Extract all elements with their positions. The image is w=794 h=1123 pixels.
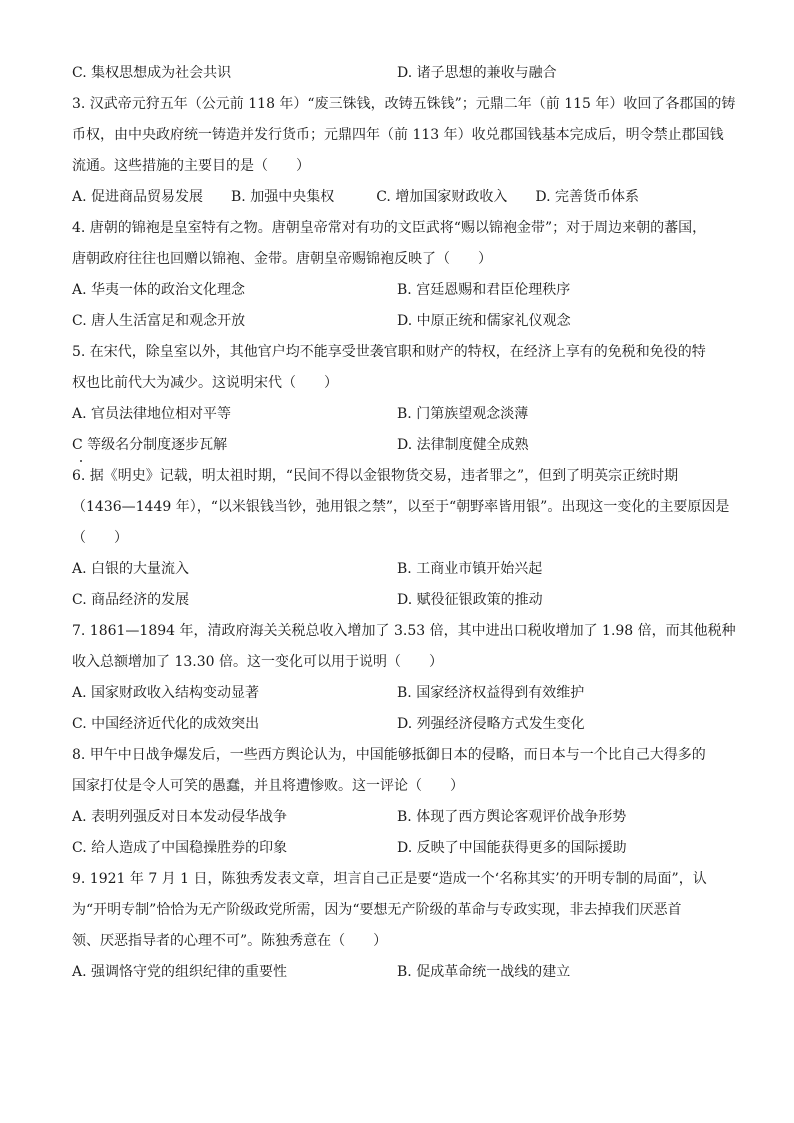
q5-option-b: B. 门第族望观念淡薄 xyxy=(397,406,529,422)
q7-option-b: B. 国家经济权益得到有效维护 xyxy=(397,685,585,701)
q8-stem-line-2: 国家打仗是令人可笑的愚蠢，并且将遭惨败。这一评论（ ） xyxy=(72,778,464,794)
q5-option-c: C 等级名分制度逐步瓦解 xyxy=(72,437,228,453)
q7-options-row-2 xyxy=(72,709,724,740)
q9-options-row-1 xyxy=(72,957,724,988)
q7-stem-line-1: 7. 1861—1894 年，清政府海关关税总收入增加了 3.53 倍，其中进出口税收增加了 1.98 倍，而其他税种 xyxy=(72,623,736,639)
q2-option-c: C. 集权思想成为社会共识 xyxy=(72,65,232,81)
q5-option-d: D. 法律制度健全成熟 xyxy=(397,437,529,453)
q5-stem-line-2: 权也比前代大为减少。这说明宋代（ ） xyxy=(72,375,338,391)
q3-option-d: D. 完善货币体系 xyxy=(535,189,639,205)
q6-stem-line-2: （1436—1449 年），“以米银钱当钞，弛用银之禁”，以至于“朝野率皆用银”。出现这一变化的主要原因是 xyxy=(72,499,730,515)
question-3 xyxy=(72,89,736,213)
q8-options-row-2 xyxy=(72,833,724,864)
q4-stem-line-2: 唐朝政府往往也回赠以锦袍、金带。唐朝皇帝赐锦袍反映了（ ） xyxy=(72,251,492,267)
q2-options-row-2 xyxy=(72,58,724,89)
q4-stem-line-1: 4. 唐朝的锦袍是皇室特有之物。唐朝皇帝常对有功的文臣武将“赐以锦袍金带”；对于周边来朝的蕃国， xyxy=(72,220,707,236)
q6-option-a: A. 白银的大量流入 xyxy=(72,561,190,577)
q2-option-d: D. 诸子思想的兼收与融合 xyxy=(397,65,557,81)
q6-stem-line-1: 6. 据《明史》记载，明太祖时期，“民间不得以金银物货交易，违者罪之”，但到了明英宗正统时期 xyxy=(72,468,679,484)
q4-options-row-1 xyxy=(72,275,724,306)
q9-stem-line-1: 9. 1921 年 7 月 1 日，陈独秀发表文章，坦言自己正是要“造成一个‘名称其实’的开明专制的局面”，认 xyxy=(72,871,707,887)
q8-options-row-1 xyxy=(72,802,724,833)
q5-options-row-2 xyxy=(72,430,724,461)
question-9 xyxy=(72,864,724,988)
q8-option-a: A. 表明列强反对日本发动侵华战争 xyxy=(72,809,288,825)
q7-option-c: C. 中国经济近代化的成效突出 xyxy=(72,716,260,732)
q4-option-d: D. 中原正统和儒家礼仪观念 xyxy=(397,313,571,329)
q6-option-c: C. 商品经济的发展 xyxy=(72,592,190,608)
q3-option-b: B. 加强中央集权 xyxy=(231,189,335,205)
q3-stem-line-3: 流通。这些措施的主要目的是（ ） xyxy=(72,158,310,174)
exam-page xyxy=(72,58,736,988)
q9-option-a: A. 强调恪守党的组织纪律的重要性 xyxy=(72,964,288,980)
q8-option-c: C. 给人造成了中国稳操胜券的印象 xyxy=(72,840,288,856)
q3-stem-line-2: 币权，由中央政府统一铸造并发行货币；元鼎四年（前 113 年）收兑郡国钱基本完成后，明令禁止郡国钱 xyxy=(72,127,724,143)
q8-stem-line-1: 8. 甲午中日战争爆发后，一些西方舆论认为，中国能够抵御日本的侵略，而日本与一个比自己大得多的 xyxy=(72,747,706,763)
q9-option-b: B. 促成革命统一战线的建立 xyxy=(397,964,571,980)
question-6 xyxy=(72,461,730,616)
q7-option-d: D. 列强经济侵略方式发生变化 xyxy=(397,716,585,732)
question-8 xyxy=(72,740,724,864)
q6-stem-line-3: （ ） xyxy=(72,530,128,546)
q6-options-row-1 xyxy=(72,554,724,585)
q9-stem-line-3: 领、厌恶指导者的心理不可”。陈独秀意在（ ） xyxy=(72,933,388,949)
q4-option-c: C. 唐人生活富足和观念开放 xyxy=(72,313,246,329)
q6-options-row-2 xyxy=(72,585,724,616)
q3-option-a: A. 促进商品贸易发展 xyxy=(72,189,204,205)
q7-options-row-1 xyxy=(72,678,724,709)
q9-stem-line-2: 为“开明专制”恰恰为无产阶级政党所需，因为“要想无产阶级的革命与专政实现，非去掉我们厌恶首 xyxy=(72,902,682,918)
q3-options-row xyxy=(72,182,724,213)
q4-option-b: B. 宫廷恩赐和君臣伦理秩序 xyxy=(397,282,571,298)
q6-option-d: D. 赋役征银政策的推动 xyxy=(397,592,543,608)
question-5 xyxy=(72,337,724,461)
stray-mark xyxy=(80,460,82,462)
q5-options-row-1 xyxy=(72,399,724,430)
q5-stem-line-1: 5. 在宋代，除皇室以外，其他官户均不能享受世袭官职和财产的特权，在经济上享有的免税和免役的特 xyxy=(72,344,706,360)
q5-option-a: A. 官员法律地位相对平等 xyxy=(72,406,232,422)
q8-option-b: B. 体现了西方舆论客观评价战争形势 xyxy=(397,809,627,825)
question-7 xyxy=(72,616,736,740)
q4-option-a: A. 华夷一体的政治文化理念 xyxy=(72,282,246,298)
q8-option-d: D. 反映了中国能获得更多的国际援助 xyxy=(397,840,627,856)
q7-option-a: A. 国家财政收入结构变动显著 xyxy=(72,685,260,701)
question-4 xyxy=(72,213,724,337)
q3-option-c: C. 增加国家财政收入 xyxy=(376,189,508,205)
q4-options-row-2 xyxy=(72,306,724,337)
q3-stem-line-1: 3. 汉武帝元狩五年（公元前 118 年）“废三铢钱，改铸五铢钱”；元鼎二年（前 115 年）收回了各郡国的铸 xyxy=(72,96,736,112)
q6-option-b: B. 工商业市镇开始兴起 xyxy=(397,561,543,577)
q7-stem-line-2: 收入总额增加了 13.30 倍。这一变化可以用于说明（ ） xyxy=(72,654,443,670)
